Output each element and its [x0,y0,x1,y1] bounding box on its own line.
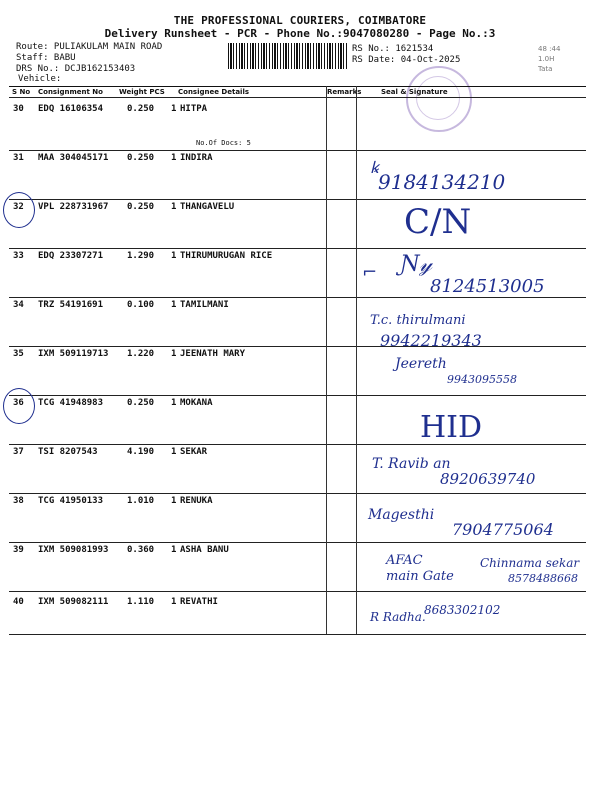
col-header-sno: S No [12,88,31,96]
row-weight: 0.250 [127,153,155,163]
row-consignment-no: TSI 8207543 [38,447,98,457]
handwritten-phone: 8124513005 [430,276,545,297]
handwritten-name: T. Ravib an [372,456,451,472]
handwritten-signature: ⁠Ɲ𝓎 [400,252,433,277]
table-bottom-border [9,634,586,635]
handwritten-note: main Gate [386,569,454,584]
runsheet-subtitle: Delivery Runsheet - PCR - Phone No.:9047080280 - Page No.:3 [104,27,496,40]
row-sno: 36 [13,398,24,408]
row-divider [9,395,586,396]
row-sno: 40 [13,597,24,607]
row-divider [9,297,586,298]
handwritten-name: R Radha. [370,610,426,624]
corner-note: Tata [538,65,553,73]
row-consignment-no: EDQ 16106354 [38,104,104,114]
vehicle-label: Vehicle: [18,74,62,84]
row-pcs: 1 [171,202,177,212]
corner-handwritten-notes [538,44,560,74]
handwritten-phone: 7904775064 [452,520,554,539]
handwritten-phone: 9184134210 [378,170,506,194]
handwritten-phone: 8578488668 [508,572,578,585]
handwritten-phone: 9943095558 [447,373,517,386]
row-sno: 32 [13,202,24,212]
handwritten-name: Magesthi [368,507,435,523]
handwritten-name: Jeereth [395,356,447,372]
row-divider [9,248,586,249]
row-consignment-no: IXM 509081993 [38,545,109,555]
row-sno: 39 [13,545,24,555]
row-sno: 31 [13,153,24,163]
table-top-border [9,86,586,87]
handwritten-phone: 8683302102 [424,603,501,617]
handwritten-note: Chinnama sekar [480,556,580,570]
barcode-image [228,43,348,69]
row-consignee: RENUKA [180,496,213,506]
row-weight: 4.190 [127,447,155,457]
sno-36-circle-mark [3,388,35,424]
row-consignee: REVATHI [180,597,218,607]
company-title: THE PROFESSIONAL COURIERS, COIMBATORE [173,14,427,27]
handwritten-note: AFAC [386,553,423,568]
row-consignment-no: IXM 509119713 [38,349,109,359]
row-consignee: INDIRA [180,153,213,163]
rs-number: RS No.: 1621534 [352,44,434,54]
row-consignment-no: MAA 304045171 [38,153,109,163]
row-sno: 34 [13,300,24,310]
row-pcs: 1 [171,104,177,114]
row-sno: 33 [13,251,24,261]
row-divider [9,199,586,200]
row-weight: 1.290 [127,251,155,261]
row-pcs: 1 [171,349,177,359]
row-sno: 37 [13,447,24,457]
row-weight: 0.100 [127,300,155,310]
row-consignee: ASHA BANU [180,545,229,555]
handwritten-name: T.c. thirulmani [370,313,466,328]
row-consignment-no: TCG 41948983 [38,398,104,408]
row-sno: 38 [13,496,24,506]
route-label: Route: PULIAKULAM MAIN ROAD [16,42,163,52]
row-pcs: 1 [171,447,177,457]
row-consignee: SEKAR [180,447,208,457]
staff-label: Staff: BABU [16,53,76,63]
row-pcs: 1 [171,153,177,163]
handwritten-phone: 8920639740 [440,470,536,488]
handwritten-signature: HID [420,410,483,445]
row-consignee: MOKANA [180,398,213,408]
col-header-weight-pcs: Weight PCS [119,88,165,96]
row-consignment-no: TCG 41950133 [38,496,104,506]
row-consignment-no: IXM 509082111 [38,597,109,607]
corner-note: 1.0H [538,55,555,63]
handwritten-signature: C/N [404,202,472,242]
row-weight: 0.250 [127,104,155,114]
row-consignee: THANGAVELU [180,202,235,212]
sno-32-circle-mark [3,192,35,228]
row-consignee: TAMILMANI [180,300,229,310]
row-consignment-no: EDQ 23307271 [38,251,104,261]
row-divider [9,346,586,347]
col-header-remarks: Remarks [327,88,362,96]
row-weight: 0.250 [127,202,155,212]
drs-number: DRS No.: DCJB162153403 [16,64,136,74]
row-weight: 0.360 [127,545,155,555]
row-weight: 1.010 [127,496,155,506]
col-header-seal: Seal & Signature [381,88,448,96]
row-consignment-no: TRZ 54191691 [38,300,104,310]
row-divider [9,591,586,592]
handwritten-mark: ⁠ꝃ [370,158,379,177]
handwritten-phone: 9942219343 [380,331,482,350]
delivery-seal-stamp [406,66,472,132]
row-consignee: JEENATH MARY [180,349,246,359]
row-docs-count: No.Of Docs: 5 [196,139,251,147]
row-divider [9,444,586,445]
row-sno: 30 [13,104,24,114]
row-weight: 0.250 [127,398,155,408]
row-pcs: 1 [171,597,177,607]
row-pcs: 1 [171,251,177,261]
row-divider [9,542,586,543]
remarks-column-divider [326,86,327,634]
row-divider [9,150,586,151]
row-consignee: THIRUMURUGAN RICE [180,251,273,261]
row-pcs: 1 [171,398,177,408]
row-pcs: 1 [171,496,177,506]
row-sno: 35 [13,349,24,359]
col-header-consignment: Consignment No [38,88,103,96]
row-divider [9,493,586,494]
header-bottom-border [9,97,586,98]
row-weight: 1.220 [127,349,155,359]
col-header-consignee: Consignee Details [178,88,250,96]
corner-note: 48 :44 [538,45,561,53]
rs-date: RS Date: 04-Oct-2025 [352,55,461,65]
row-consignee: HITPA [180,104,208,114]
seal-column-divider [356,86,357,634]
row-pcs: 1 [171,545,177,555]
row-consignment-no: VPL 228731967 [38,202,109,212]
row-weight: 1.110 [127,597,155,607]
row-pcs: 1 [171,300,177,310]
handwritten-mark: ⁠⌐ [362,262,378,283]
